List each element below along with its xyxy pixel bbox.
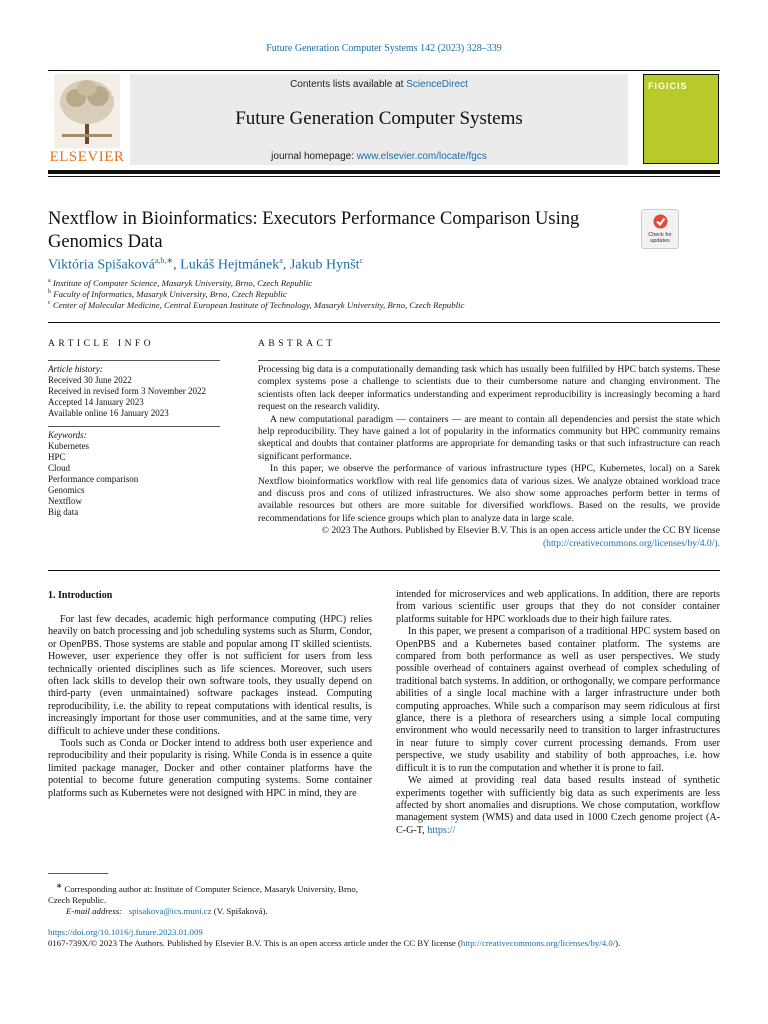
keyword: HPC bbox=[48, 452, 66, 462]
abstract-license: © 2023 The Authors. Published by Elsevier B.V. This is an open access article under the CC BY license bbox=[321, 525, 720, 537]
author-affil-marker[interactable]: a,b,∗ bbox=[154, 256, 174, 265]
abstract-paragraph: Processing big data is a computationally demanding task which has usually been fulfilled by HPC batch systems. These complex systems pose a challenge to scientists due to their cumbersome nature and changing environment. The scientists often lack deeper informatics understanding and experiment reproducibility is increasingly becoming a hard request on the research validity. bbox=[258, 364, 720, 413]
corresponding-author-footnote bbox=[48, 880, 372, 917]
title-block-rule bbox=[48, 322, 720, 323]
author-separator: , bbox=[282, 257, 290, 273]
footnote-marker: ∗ bbox=[56, 881, 63, 890]
keyword: Genomics bbox=[48, 485, 85, 495]
keywords-rule bbox=[48, 426, 220, 427]
author-email-link[interactable]: spisakova@ics.muni.cz bbox=[128, 905, 212, 916]
elsevier-tree-icon bbox=[54, 74, 120, 148]
email-suffix: (V. Spišaková). bbox=[211, 905, 268, 916]
elsevier-logo bbox=[48, 74, 126, 166]
article-info-heading: ARTICLE INFO bbox=[48, 339, 155, 349]
doi-link[interactable]: https://doi.org/10.1016/j.future.2023.01.009 bbox=[48, 927, 203, 937]
affiliation-text: Center of Molecular Medicine, Central European Institute of Technology, Masaryk University, Brno, Czech Republic bbox=[52, 300, 465, 310]
journal-homepage-link[interactable]: www.elsevier.com/locate/fgcs bbox=[356, 151, 487, 162]
check-updates-label: Check for updates bbox=[648, 232, 672, 244]
journal-homepage-line bbox=[130, 151, 628, 162]
keyword: Nextflow bbox=[48, 496, 82, 506]
keyword: Big data bbox=[48, 507, 79, 517]
affiliation-text: Institute of Computer Science, Masaryk University, Brno, Czech Republic bbox=[52, 278, 313, 288]
history-item: Available online 16 January 2023 bbox=[48, 408, 169, 418]
affiliation bbox=[48, 289, 287, 299]
footnote-email-line bbox=[48, 906, 372, 917]
intro-right-column bbox=[396, 589, 720, 837]
elsevier-wordmark: ELSEVIER bbox=[49, 149, 125, 165]
footnote-text: Corresponding author at: Institute of Computer Science, Masaryk University, Brno, Czech Republic. bbox=[48, 883, 358, 905]
intro-paragraph-text: We aimed at providing real data based results instead of synthetic experiments together with sufficiently big data as such experiments are less affected by short anomalies and disruptions. We chose computation, workflow management system (WMS) and data used in 1000 Czech genome project (A-C-G-T, bbox=[396, 775, 720, 836]
affiliation-text: Faculty of Informatics, Masaryk University, Brno, Czech Republic bbox=[53, 289, 287, 299]
abstract-paragraph: A new computational paradigm — containers — are meant to contain all dependencies and persist the state which help reproducibility. They have gained a lot of popularity in the informatics community but HPC community remains skeptical and doubts that container platforms are appropriate for demanding tasks or that such infrastructure can reach significant performance. bbox=[258, 413, 720, 462]
history-item: Received in revised form 3 November 2022 bbox=[48, 386, 206, 396]
header-thick-rule bbox=[48, 170, 720, 174]
affiliation-marker: b bbox=[48, 289, 51, 296]
author-affil-marker[interactable]: c bbox=[359, 256, 364, 265]
author-name[interactable]: Viktória Spišaková bbox=[48, 257, 155, 273]
author-name[interactable]: Jakub Hynšt bbox=[289, 257, 360, 273]
author-affil-marker[interactable]: a bbox=[279, 256, 283, 265]
keywords-list bbox=[48, 430, 228, 518]
header-thin-rule bbox=[48, 176, 720, 177]
abstract-paragraph: In this paper, we observe the performance of various infrastructure types (HPC, Kubernetes, local) on a Sarek Nextflow bioinformatics workflow with real life genomics data of various sizes. We analyze obtained workload trace and discuss pros and cons of utilized infrastructures. We also show some approaches perform better in terms of available resources but others are more suitable for diversified workflows. Based on the results, we provide recommendations for life science groups which plan to analyze data in large scale. bbox=[258, 463, 720, 524]
keywords-label: Keywords: bbox=[48, 430, 87, 440]
intro-paragraph: Tools such as Conda or Docker intend to address both user experience and reproducibility and their popularity is rising. While Conda is in essence a quite limited package manager, Docker and other container platforms have the potential to become future generation computing systems. Some container platforms such as Kubernetes were not designed with HPC in mind, they are bbox=[48, 738, 372, 799]
footnote-corresponding bbox=[48, 880, 372, 906]
affiliation-marker: a bbox=[48, 278, 51, 285]
intro-paragraph bbox=[396, 775, 720, 837]
section-heading-introduction: 1. Introduction bbox=[48, 590, 113, 601]
abstract-heading: ABSTRACT bbox=[258, 339, 336, 349]
history-item: Accepted 14 January 2023 bbox=[48, 397, 144, 407]
article-info-rule bbox=[48, 360, 220, 361]
intro-paragraph: For last few decades, academic high performance computing (HPC) relies heavily on batch processing and job scheduling systems such as Slurm, Condor, or OpenPBS. Those systems are stable and popular among IT skilled scientists. However, user experience they offer is not sufficient for users from less technically oriented disciplines such as life sciences. Moreover, such users often lack skills to develop their own software tools, they usually depend on third-party (even unmaintained) software packages instead. Computing reproducibility, i.e. the ability to repeat computations with identical results, is increasingly important for those user communities, and at the same time, very difficult to achieve under these conditions. bbox=[48, 614, 372, 737]
intro-paragraph: In this paper, we present a comparison of a traditional HPC system based on OpenPBS and a Kubernetes based container platform. The systems are compared from both performance as well as user perspectives. We study possible overhead of containers against overhead of complex scheduling of traditional batch systems. In addition, or orthogonally, we compare performance abilities of a single local machine with a larger infrastructure under both computing approaches. While such a comparison may seem ridiculous at first glance, there is a plethora of researchers using a simple local computing environment who would necessarily need to transition to larger infrastructures in near future to simply cover current processing demands. From user perspective, we study usability and stability of both approaches, i.e. how difficult it is to run the computation and whether it is prone to fail. bbox=[396, 626, 720, 774]
abstract-license-link-line bbox=[258, 538, 720, 550]
email-label: E-mail address: bbox=[66, 905, 123, 916]
history-item: Received 30 June 2022 bbox=[48, 375, 132, 385]
intro-left-column bbox=[48, 614, 372, 800]
intro-paragraph: intended for microservices and web applications. In addition, there are reports from various scientific user groups that they do not consider container platforms suitable for HPC workloads due to their high failure rates. bbox=[396, 589, 720, 625]
footer-license-link[interactable]: http://creativecommons.org/licenses/by/4.0/ bbox=[460, 938, 616, 948]
header-top-rule bbox=[48, 70, 720, 71]
author-list bbox=[48, 256, 363, 274]
doi-line bbox=[48, 927, 203, 938]
affiliation bbox=[48, 300, 464, 310]
affiliation bbox=[48, 278, 312, 288]
homepage-prefix: journal homepage: bbox=[271, 151, 357, 162]
author-separator: , bbox=[173, 257, 181, 273]
affiliation-marker: c bbox=[48, 300, 51, 307]
journal-citation[interactable]: Future Generation Computer Systems 142 (2023) 328–339 bbox=[266, 43, 502, 54]
check-for-updates-button[interactable] bbox=[641, 209, 679, 249]
abstract-bottom-rule bbox=[48, 570, 720, 571]
issn-license-line bbox=[48, 938, 720, 949]
keyword: Cloud bbox=[48, 463, 71, 473]
author-name[interactable]: Lukáš Hejtmánek bbox=[180, 257, 280, 273]
contents-prefix: Contents lists available at bbox=[290, 79, 407, 90]
keyword: Kubernetes bbox=[48, 441, 89, 451]
license-link[interactable]: (http://creativecommons.org/licenses/by/4.0/). bbox=[542, 537, 720, 549]
issn-close: ). bbox=[615, 938, 621, 948]
contents-line bbox=[130, 79, 628, 90]
issn-text: 0167-739X/© 2023 The Authors. Published by Elsevier B.V. This is an open access article under the CC BY license ( bbox=[48, 938, 461, 948]
abstract-body bbox=[258, 364, 720, 550]
paper-title: Nextflow in Bioinformatics: Executors Performance Comparison Using Genomics Data bbox=[48, 209, 580, 252]
footnote-rule bbox=[48, 873, 108, 874]
cover-title: FIGICIS bbox=[648, 81, 688, 91]
journal-cover-thumbnail[interactable] bbox=[643, 74, 719, 164]
abstract-rule bbox=[258, 360, 720, 361]
acgt-link[interactable]: https:// bbox=[427, 824, 456, 836]
check-updates-icon bbox=[653, 214, 668, 229]
journal-title: Future Generation Computer Systems bbox=[235, 108, 523, 129]
history-label: Article history: bbox=[48, 364, 103, 374]
sciencedirect-link[interactable]: ScienceDirect bbox=[406, 79, 468, 90]
article-history bbox=[48, 364, 228, 419]
keyword: Performance comparison bbox=[48, 474, 139, 484]
